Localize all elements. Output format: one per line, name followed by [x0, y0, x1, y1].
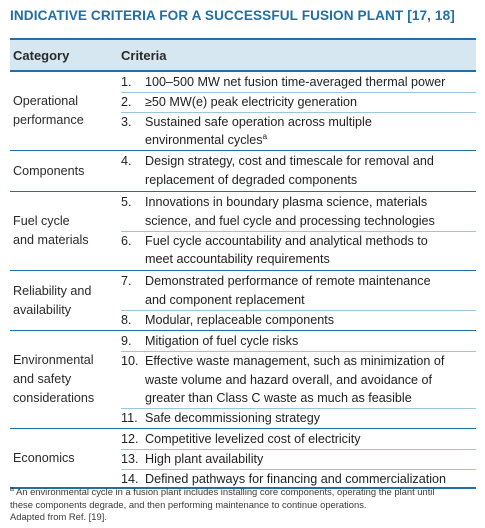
- category-cell: Components: [13, 163, 85, 178]
- criteria-list: [121, 72, 476, 150]
- criteria-item: [121, 272, 476, 311]
- header-category: Category: [13, 48, 70, 63]
- criteria-item: [121, 93, 476, 113]
- criteria-item: [121, 193, 476, 232]
- table-footnote: [10, 486, 480, 524]
- table-row-group: [10, 271, 476, 331]
- table-row-group: [10, 72, 476, 151]
- criteria-item: [121, 152, 476, 190]
- criteria-list: [121, 151, 476, 190]
- table-row-group: [10, 192, 476, 271]
- category-cell: Environmental and safety considerations: [13, 353, 95, 405]
- criteria-text: Demonstrated performance of remote maintenance and component replacement: [145, 274, 431, 307]
- table-header-row: [10, 38, 476, 72]
- criteria-text: 100–500 MW net fusion time-averaged thermal power: [145, 75, 446, 89]
- criteria-number: 5.: [121, 195, 132, 209]
- criteria-item: [121, 232, 476, 270]
- category-cell: Reliability and availability: [13, 283, 92, 317]
- criteria-item: [121, 409, 476, 428]
- table-title: INDICATIVE CRITERIA FOR A SUCCESSFUL FUSION PLANT [17, 18]: [10, 8, 455, 23]
- criteria-item: [121, 430, 476, 450]
- criteria-table: [10, 38, 476, 489]
- criteria-list: [121, 429, 476, 488]
- table-row-group: [10, 331, 476, 429]
- criteria-text: Safe decommissioning strategy: [145, 411, 320, 426]
- criteria-item: [121, 73, 476, 93]
- criteria-text: [145, 113, 476, 151]
- category-cell: Economics: [13, 450, 75, 465]
- criteria-number: 3.: [121, 114, 132, 129]
- criteria-number: 4.: [121, 154, 132, 168]
- criteria-text: ≥50 MW(e) peak electricity generation: [145, 94, 357, 109]
- criteria-item: [121, 332, 476, 352]
- criteria-text: Effective waste management, such as minimization of waste volume and hazard overall, and avoidance of greater than Class C waste as much as feasible: [145, 353, 445, 406]
- criteria-number: 9.: [121, 334, 132, 348]
- criteria-text: Defined pathways for financing and commercialization: [145, 471, 447, 486]
- criteria-text: Modular, replaceable components: [145, 312, 335, 327]
- criteria-number: 2.: [121, 94, 132, 109]
- criteria-item: [121, 113, 476, 151]
- header-criteria: Criteria: [121, 48, 167, 63]
- footnote-line: these components degrade, and then performing maintenance to continue operations.: [10, 498, 367, 510]
- criteria-number: 13.: [121, 451, 139, 466]
- criteria-number: 7.: [121, 274, 132, 288]
- criteria-number: 6.: [121, 233, 132, 248]
- category-cell: Fuel cycle and materials: [13, 214, 89, 247]
- criteria-text: Fuel cycle accountability and analytical methods to meet accountability requirements: [145, 233, 428, 267]
- criteria-text-body: Sustained safe operation across multiple environmental cycles: [145, 114, 372, 148]
- criteria-text: High plant availability: [145, 451, 264, 466]
- criteria-item: [121, 352, 476, 409]
- footnote-line: [10, 486, 480, 499]
- criteria-list: [121, 271, 476, 329]
- criteria-number: 14.: [121, 471, 139, 486]
- criteria-text: Design strategy, cost and timescale for removal and replacement of degraded components: [145, 154, 434, 187]
- criteria-number: 1.: [121, 75, 132, 89]
- criteria-number: 8.: [121, 312, 132, 327]
- criteria-number: 10.: [121, 353, 139, 368]
- footnote-marker: a: [262, 132, 268, 142]
- criteria-number: 12.: [121, 432, 139, 446]
- category-cell: Operational performance: [13, 94, 84, 127]
- criteria-item: [121, 311, 476, 330]
- criteria-text: Mitigation of fuel cycle risks: [145, 334, 299, 348]
- table-row-group: [10, 429, 476, 489]
- criteria-text: Innovations in boundary plasma science, materials science, and fuel cycle and processing technologies: [145, 195, 435, 228]
- source-note: Adapted from Ref. [19].: [10, 511, 107, 523]
- criteria-list: [121, 331, 476, 428]
- criteria-item: [121, 450, 476, 470]
- table-row-group: [10, 151, 476, 192]
- footnote-marker: a: [10, 485, 14, 493]
- footnote-text: An environmental cycle in a fusion plant includes installing core components, operating the plant until: [13, 486, 435, 497]
- criteria-list: [121, 192, 476, 269]
- criteria-number: 11.: [121, 411, 138, 426]
- criteria-text: Competitive levelized cost of electricity: [145, 432, 361, 446]
